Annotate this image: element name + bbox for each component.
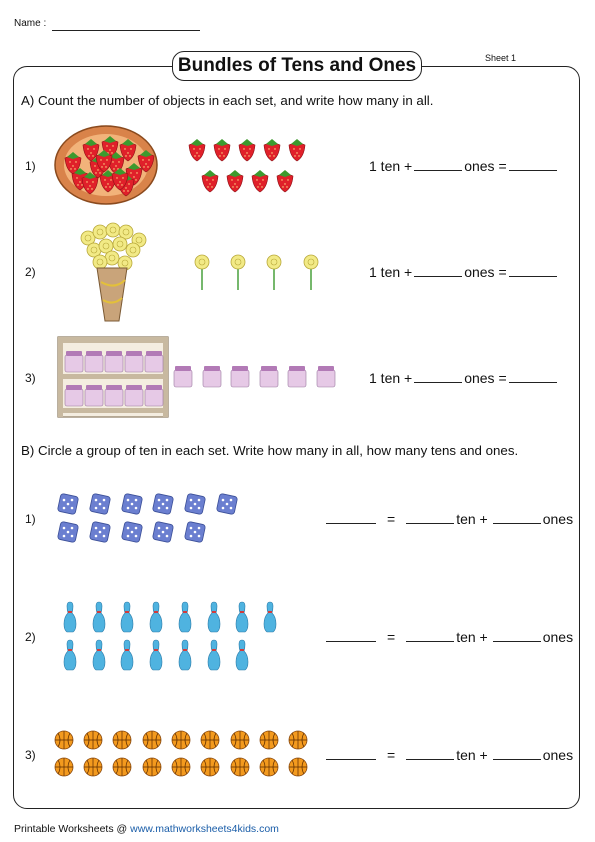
section-b-instruction: B) Circle a group of ten in each set. Write how many in all, how many tens and ones. (21, 443, 519, 458)
basketball-icon (231, 758, 249, 776)
problem-number: 3) (25, 748, 36, 762)
basketball-icon (84, 731, 102, 749)
basketball-icon (201, 731, 219, 749)
tens-blank[interactable] (406, 640, 454, 642)
ten-text: ten + (456, 747, 488, 763)
basketball-icon (143, 731, 161, 749)
sheet-label: Sheet 1 (485, 53, 517, 63)
tens-blank[interactable] (406, 758, 454, 760)
ones-text: ones (542, 629, 574, 645)
footer-link[interactable]: www.mathworksheets4kids.com (130, 823, 279, 835)
basketball-icon (289, 731, 307, 749)
tens-text: 1 ten + (369, 370, 413, 386)
ones-text: ones (542, 511, 574, 527)
problem-number: 3) (25, 371, 36, 385)
footer-prefix: Printable Worksheets @ (14, 823, 131, 835)
total-blank[interactable] (326, 522, 376, 524)
total-blank[interactable] (326, 640, 376, 642)
basketball-icon (289, 758, 307, 776)
ones-text: ones = (464, 264, 507, 280)
equals-sign: = (387, 511, 396, 527)
basketball-icon (172, 731, 190, 749)
tens-text: 1 ten + (369, 158, 413, 174)
footer (14, 823, 279, 835)
basketball-icon (84, 758, 102, 776)
problem-b3-answer (324, 747, 573, 763)
basketball-icon (55, 731, 73, 749)
ones-blank[interactable] (493, 522, 541, 524)
total-blank[interactable] (326, 758, 376, 760)
ones-blank[interactable] (493, 758, 541, 760)
ones-text: ones = (464, 370, 507, 386)
equals-sign: = (387, 747, 396, 763)
basketball-icon (201, 758, 219, 776)
problem-number: 1) (25, 512, 36, 526)
ones-text: ones = (464, 158, 507, 174)
ones-blank[interactable] (493, 640, 541, 642)
tens-blank[interactable] (406, 522, 454, 524)
ten-text: ten + (456, 629, 488, 645)
basketball-icon (55, 758, 73, 776)
basketball-icon (260, 731, 278, 749)
equals-sign: = (387, 629, 396, 645)
basketball-icon (231, 731, 249, 749)
basketball-icon (260, 758, 278, 776)
name-label: Name : (14, 18, 47, 29)
problem-number: 2) (25, 265, 36, 279)
section-a-instruction: A) Count the number of objects in each set, and write how many in all. (21, 93, 434, 108)
problem-b1-answer (324, 511, 573, 527)
basketball-icon (113, 731, 131, 749)
basketball-icon (143, 758, 161, 776)
basketball-icon (172, 758, 190, 776)
tens-text: 1 ten + (369, 264, 413, 280)
problem-number: 2) (25, 630, 36, 644)
ten-text: ten + (456, 511, 488, 527)
problem-number: 1) (25, 159, 36, 173)
basketball-icon (113, 758, 131, 776)
ones-text: ones (542, 747, 574, 763)
worksheet-title: Bundles of Tens and Ones (172, 51, 422, 81)
problem-b2-answer (324, 629, 573, 645)
